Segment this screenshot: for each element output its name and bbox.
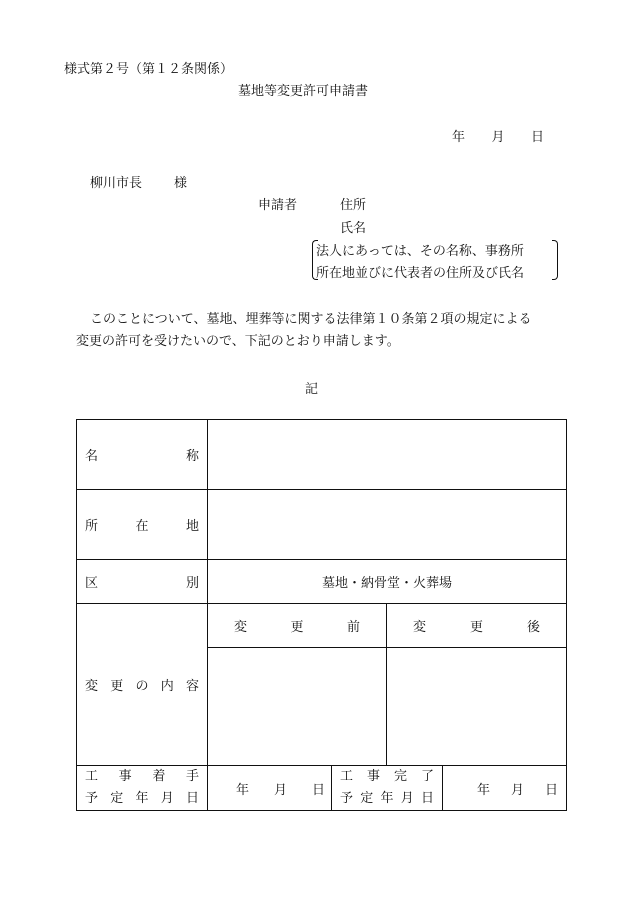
bracket-right <box>552 240 558 280</box>
row-category <box>77 560 567 604</box>
name-value-cell[interactable] <box>208 420 567 490</box>
category-label-cell <box>77 560 208 604</box>
after-value-cell[interactable] <box>387 648 567 766</box>
form-number: 様式第２号（第１２条関係） <box>64 62 234 77</box>
before-header <box>208 604 387 648</box>
end-date-cell[interactable] <box>443 766 567 811</box>
body-text-line1: このことについて、墓地、埋葬等に関する法律第１０条第２項の規定による <box>90 312 532 327</box>
application-table <box>76 419 567 811</box>
end-month: 月 <box>510 782 524 798</box>
category-label-text: 区 別 <box>85 576 199 591</box>
ki-heading: 記 <box>305 382 319 397</box>
start-year: 年 <box>236 782 250 798</box>
end-label-1: 工 事 完 了 <box>340 769 434 784</box>
corporate-note-line2: 所在地並びに代表者の住所及び氏名 <box>316 266 525 281</box>
end-label-2: 予 定 年 月 日 <box>340 791 434 806</box>
start-label-1: 工 事 着 手 <box>85 769 199 784</box>
after-header-text: 変 更 後 <box>413 620 540 635</box>
date-line <box>452 126 544 145</box>
document-title: 墓地等変更許可申請書 <box>238 84 369 99</box>
start-label-2: 予 定 年 月 日 <box>85 791 199 806</box>
end-day: 日 <box>544 782 558 798</box>
body-text-line2: 変更の許可を受けたいので、下記のとおり申請します。 <box>76 334 400 349</box>
row-location <box>77 490 567 560</box>
address-label: 住所 <box>340 198 367 213</box>
end-year: 年 <box>477 782 491 798</box>
start-day: 日 <box>311 782 325 798</box>
location-value-cell[interactable] <box>208 490 567 560</box>
corporate-note <box>312 238 558 280</box>
name-label-cell <box>77 420 208 490</box>
before-value-cell[interactable] <box>208 648 387 766</box>
after-header <box>387 604 567 648</box>
row-change-header <box>77 604 567 648</box>
date-month: 月 <box>491 130 505 145</box>
date-day: 日 <box>530 130 544 145</box>
change-label-text: 変 更 の 内 容 <box>85 679 199 694</box>
row-name <box>77 420 567 490</box>
category-value: 墓地・納骨堂・火葬場 <box>208 560 567 604</box>
applicant-label: 申請者 <box>258 198 298 213</box>
name-label: 氏名 <box>340 221 367 236</box>
addressee-name: 柳川市長 <box>90 176 143 191</box>
addressee-honorific: 様 <box>174 176 188 191</box>
name-label-text: 名 称 <box>85 449 199 464</box>
before-header-text: 変 更 前 <box>234 620 360 635</box>
start-label-cell <box>77 766 208 811</box>
change-label-cell <box>77 604 208 766</box>
location-label-cell <box>77 490 208 560</box>
end-label-cell <box>332 766 443 811</box>
start-date-cell[interactable] <box>208 766 332 811</box>
row-construction-dates <box>77 766 567 811</box>
corporate-note-line1: 法人にあっては、その名称、事務所 <box>316 244 524 259</box>
location-label-text: 所 在 地 <box>85 519 199 534</box>
start-month: 月 <box>273 782 287 798</box>
date-year: 年 <box>452 130 466 145</box>
